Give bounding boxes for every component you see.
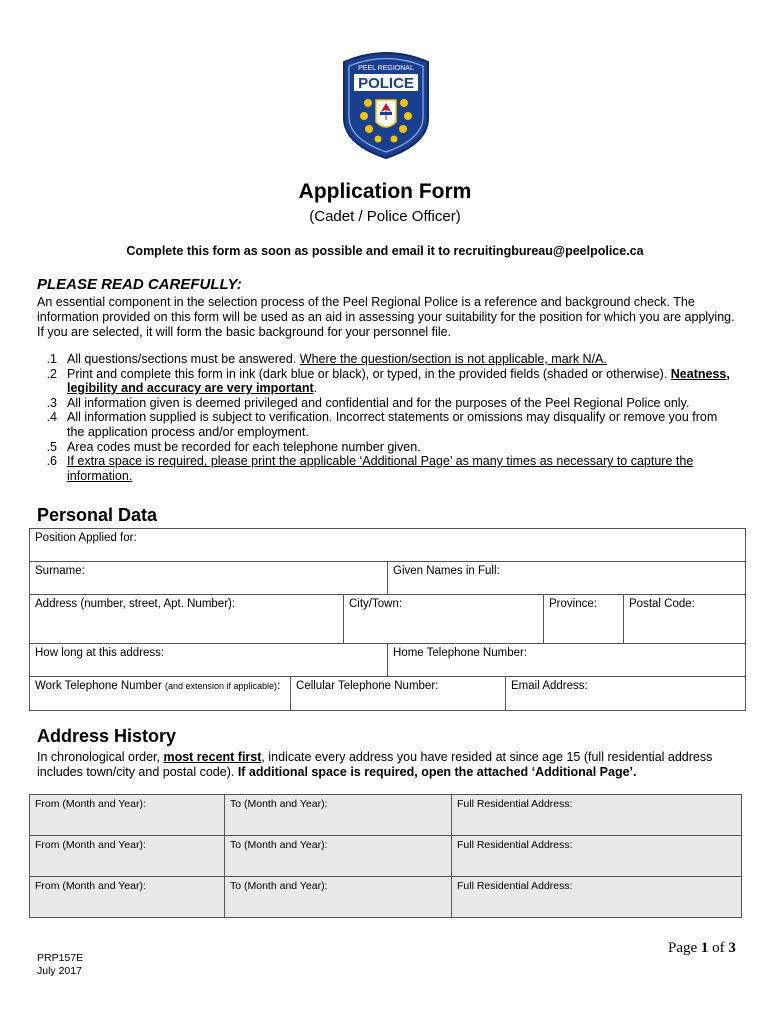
residential-address-field[interactable]: Full Residential Address:	[452, 836, 742, 877]
address-field[interactable]: Address (number, street, Apt. Number):	[30, 595, 344, 644]
rule-item: 3. All information given is deemed privileged and confidential and for the purposes of the Peel Regional Police only.	[46, 395, 690, 410]
surname-field[interactable]: Surname:	[30, 562, 388, 595]
peel-regional-police-badge-icon	[338, 48, 434, 160]
rule-item: 2. Print and complete this form in ink (dark blue or black), or typed, in the provided fields (shaded or otherwise). Neatness, legibility and accuracy are very important.	[46, 366, 730, 396]
address-history-intro: In chronological order, most recent first, indicate every address you have resided at since age 15 (full residential address includes town/city and postal code). If additional space is required, open the attached ‘Additional Page’.	[37, 750, 713, 779]
rule-item: 6. If extra space is required, please print the applicable ‘Additional Page’ as many times as necessary to capture the information.	[46, 454, 694, 483]
rules-list	[37, 352, 737, 483]
rule-item: 4. All information supplied is subject to verification. Incorrect statements or omissions may disqualify or remove you from the application process and/or employment.	[46, 410, 718, 439]
to-date-field[interactable]: To (Month and Year):	[225, 795, 452, 836]
work-phone-field[interactable]: Work Telephone Number (and extension if applicable):	[30, 677, 291, 711]
form-code: PRP157E July 2017	[37, 952, 84, 977]
page-title: Application Form	[298, 180, 472, 203]
to-date-field[interactable]: To (Month and Year):	[225, 877, 452, 918]
to-date-field[interactable]: To (Month and Year):	[225, 836, 452, 877]
personal-data-title: Personal Data	[37, 505, 158, 525]
position-applied-field[interactable]: Position Applied for:	[30, 529, 746, 562]
page-subtitle: (Cadet / Police Officer)	[309, 208, 461, 225]
postal-code-field[interactable]: Postal Code:	[624, 595, 746, 644]
badge-word: POLICE	[358, 75, 414, 92]
badge-top-text: PEEL REGIONAL	[358, 65, 414, 72]
rule-item: 5. Area codes must be recorded for each telephone number given.	[46, 439, 421, 454]
form-date: July 2017	[37, 965, 82, 977]
home-phone-field[interactable]: Home Telephone Number:	[388, 644, 746, 677]
province-field[interactable]: Province:	[544, 595, 624, 644]
city-field[interactable]: City/Town:	[344, 595, 544, 644]
notice-intro: An essential component in the selection process of the Peel Regional Police is a reference and background check. The information provided on this form will be used as an aid in assessing your suitability for the position for which you are applying. If you are selected, it will form the basic background for your personnel file.	[37, 295, 735, 339]
please-read-heading: PLEASE READ CAREFULLY:	[37, 276, 242, 293]
email-field[interactable]: Email Address:	[506, 677, 746, 711]
from-date-field[interactable]: From (Month and Year):	[30, 795, 225, 836]
email-instruction: Complete this form as soon as possible and email it to recruitingbureau@peelpolice.ca	[126, 244, 644, 258]
residential-address-field[interactable]: Full Residential Address:	[452, 877, 742, 918]
address-history-title: Address History	[37, 726, 177, 746]
address-history-table	[29, 794, 742, 918]
residential-address-field[interactable]: Full Residential Address:	[452, 795, 742, 836]
how-long-field[interactable]: How long at this address:	[30, 644, 388, 677]
from-date-field[interactable]: From (Month and Year):	[30, 877, 225, 918]
rule-item: 1. All questions/sections must be answered. Where the question/section is not applicable, mark N/A.	[46, 352, 607, 366]
personal-data-table	[29, 528, 746, 711]
from-date-field[interactable]: From (Month and Year):	[30, 836, 225, 877]
given-names-field[interactable]: Given Names in Full:	[388, 562, 746, 595]
cell-phone-field[interactable]: Cellular Telephone Number:	[291, 677, 506, 711]
page-number: Page 1 of 3	[668, 940, 736, 956]
